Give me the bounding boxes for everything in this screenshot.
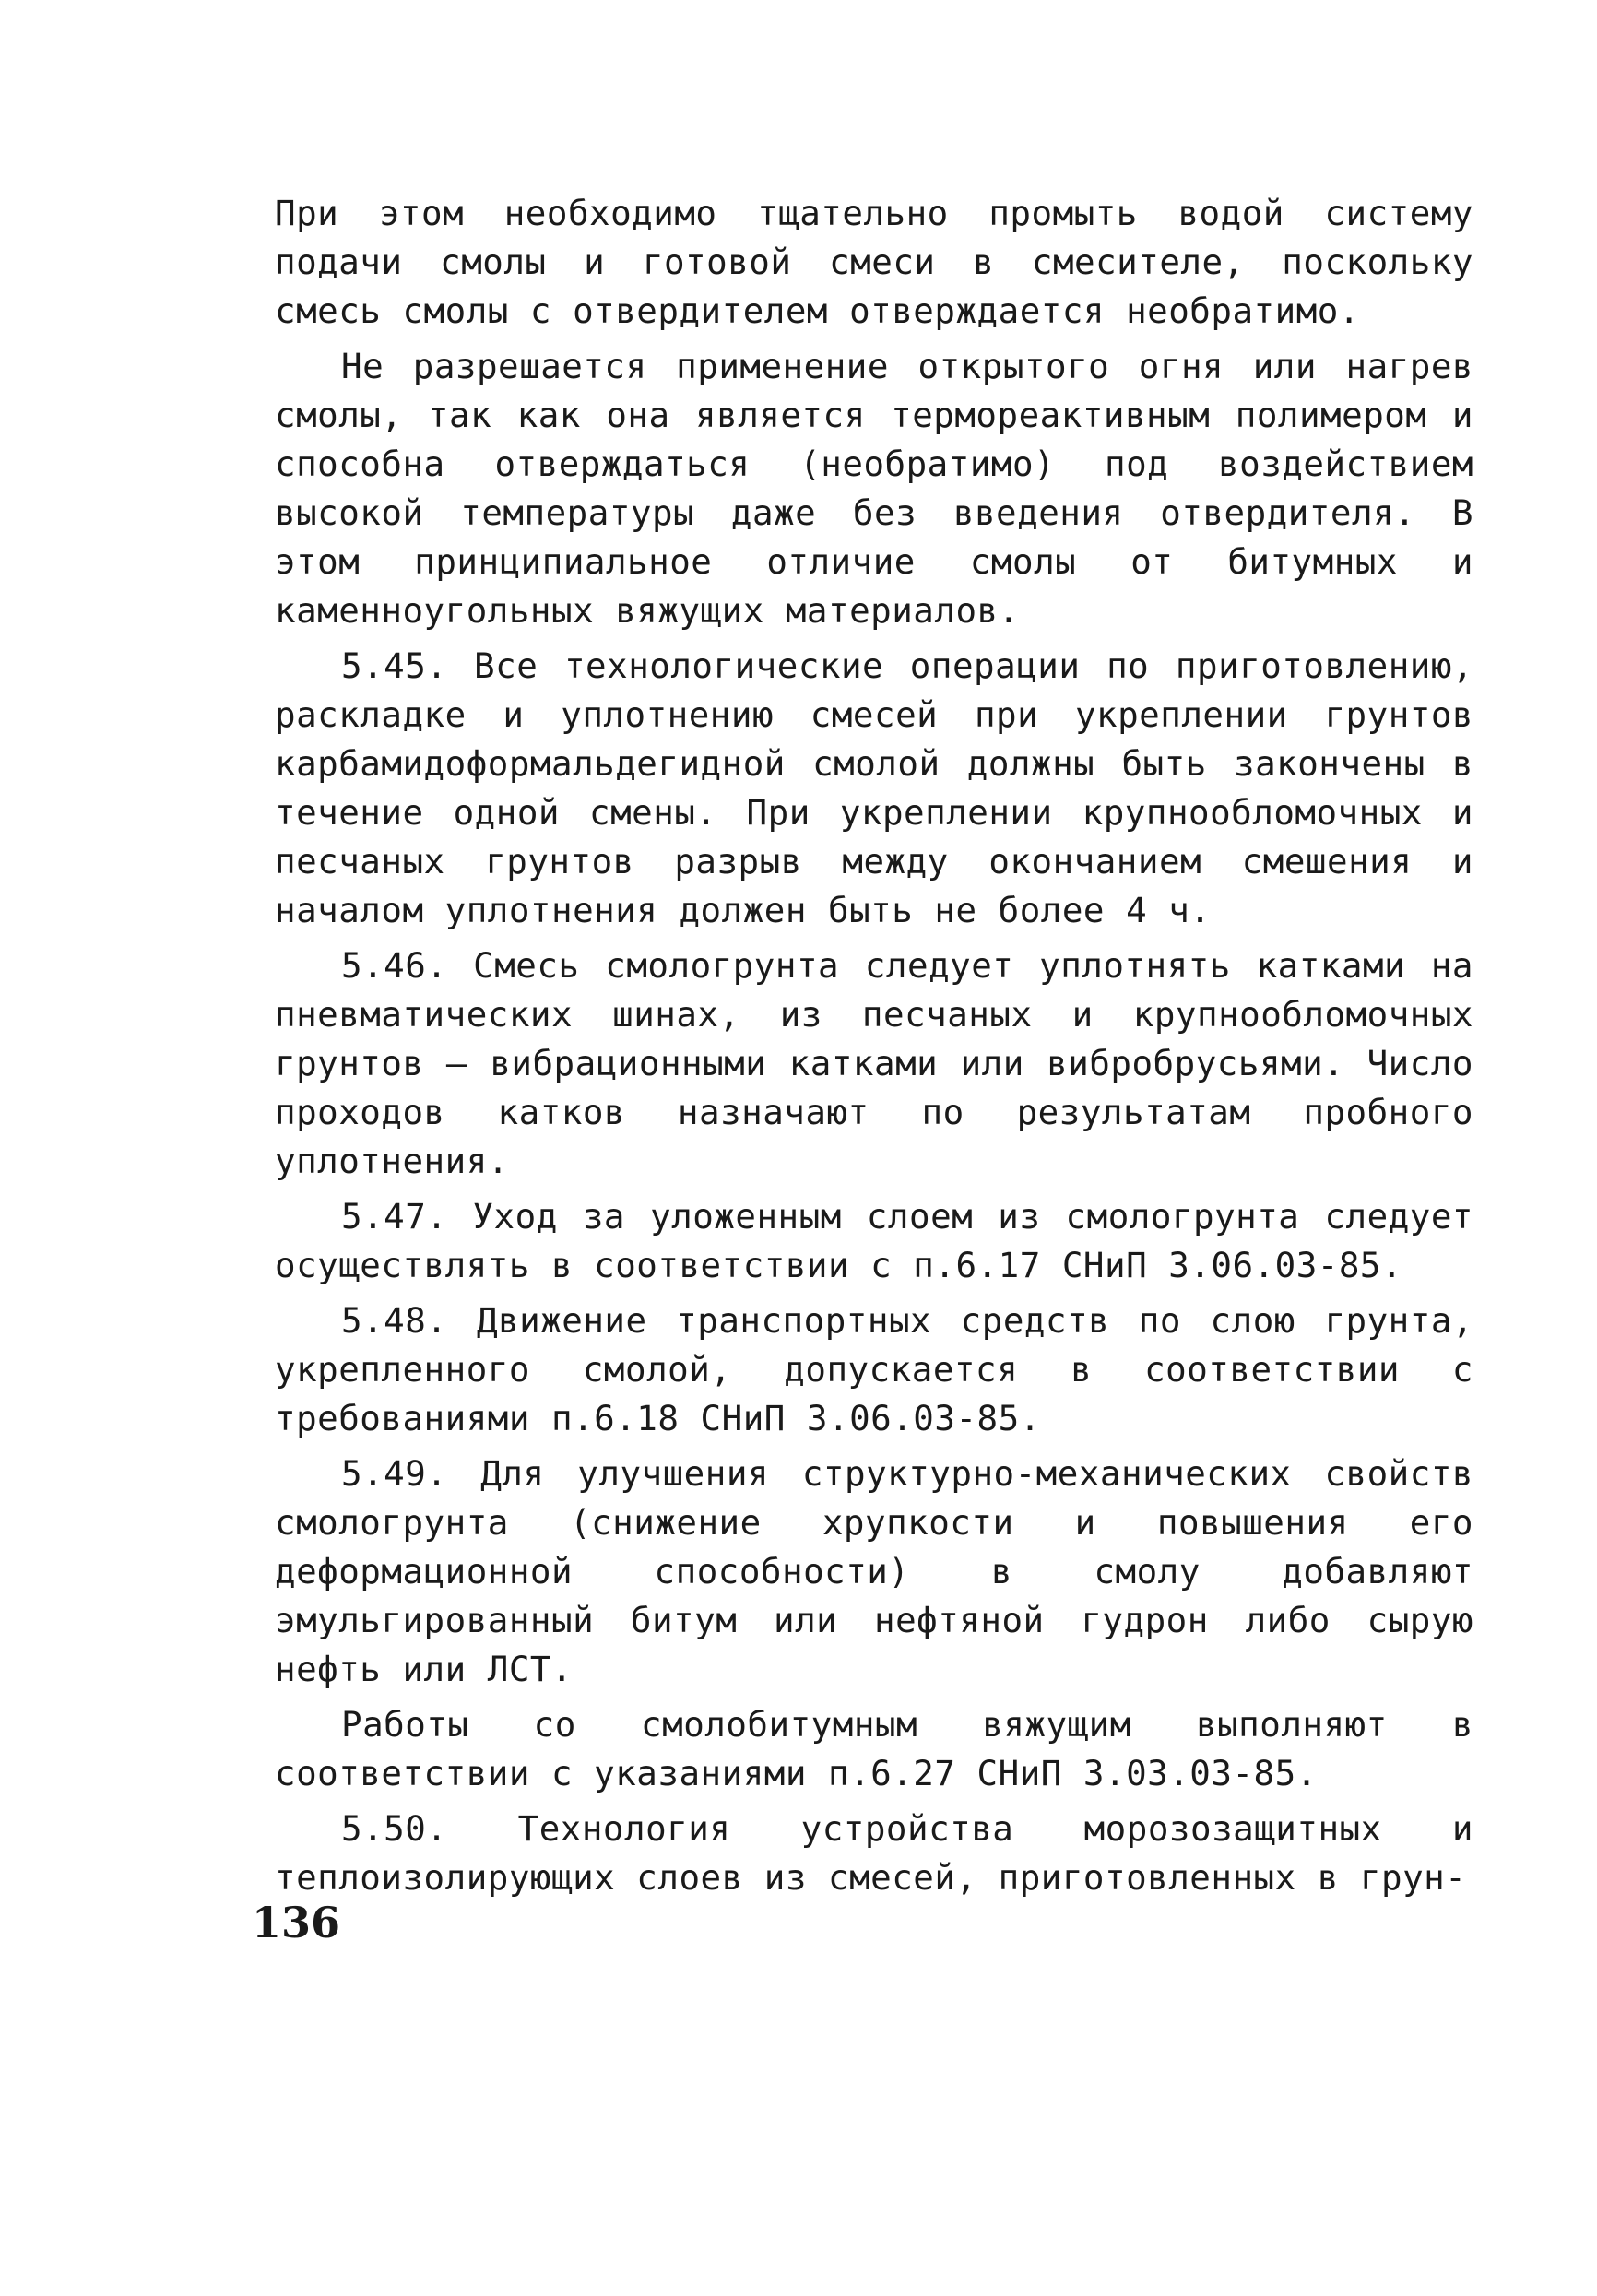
page-body [275, 189, 1473, 1909]
paragraph-5-47: 5.47. Уход за уложенным слоем из смологрунта следует осуществлять в соответствии с п.6.17 СНиП 3.06.03-85. [275, 1196, 1473, 1285]
paragraph-5-50: 5.50. Технология устройства морозозащитных и теплоизолирующих слоев из смесей, приготовленных в грун- [275, 1808, 1473, 1898]
paragraph-resin-bitumen-binder: Работы со смолобитумным вяжущим выполняют в соответствии с указаниями п.6.27 СНиП 3.03.03-85. [275, 1704, 1473, 1793]
paragraph-5-45: 5.45. Все технологические операции по приготовлению, раскладке и уплотнению смесей при укреплении грунтов карбамидоформальдегидной смолой должны быть закончены в течение одной смены. При укреплении крупнообломочных и песчаных грунтов разрыв между окончанием смешения и началом уплотнения должен быть не более 4 ч. [275, 645, 1473, 930]
paragraph-flush-washing: При этом необходимо тщательно промыть водой систему подачи смолы и готовой смеси в смесителе, поскольку смесь смолы с отвердителем отверждается необратимо. [275, 193, 1473, 331]
paragraph-5-49: 5.49. Для улучшения структурно-механических свойств смологрунта (снижение хрупкости и повышения его деформационной способности) в смолу добавляют эмульгированный битум или нефтяной гудрон либо сырую нефть или ЛСТ. [275, 1453, 1473, 1689]
paragraph-5-46: 5.46. Смесь смологрунта следует уплотнять катками на пневматических шинах, из песчаных и крупнообломочных грунтов – вибрационными катками или вибробрусьями. Число проходов катков назначают по результатам пробного уплотнения. [275, 945, 1473, 1181]
paragraph-no-open-fire: Не разрешается применение открытого огня или нагрев смолы, так как она является термореактивным полимером и способна отверждаться (необратимо) под воздействием высокой температуры даже без введения отвердителя. В этом принципиальное отличие смолы от битумных и каменноугольных вяжущих материалов. [275, 346, 1473, 631]
paragraph-5-48: 5.48. Движение транспортных средств по слою грунта, укрепленного смолой, допускается в соответствии с требованиями п.6.18 СНиП 3.06.03-85. [275, 1300, 1473, 1438]
page-number: 136 [252, 1898, 341, 1947]
